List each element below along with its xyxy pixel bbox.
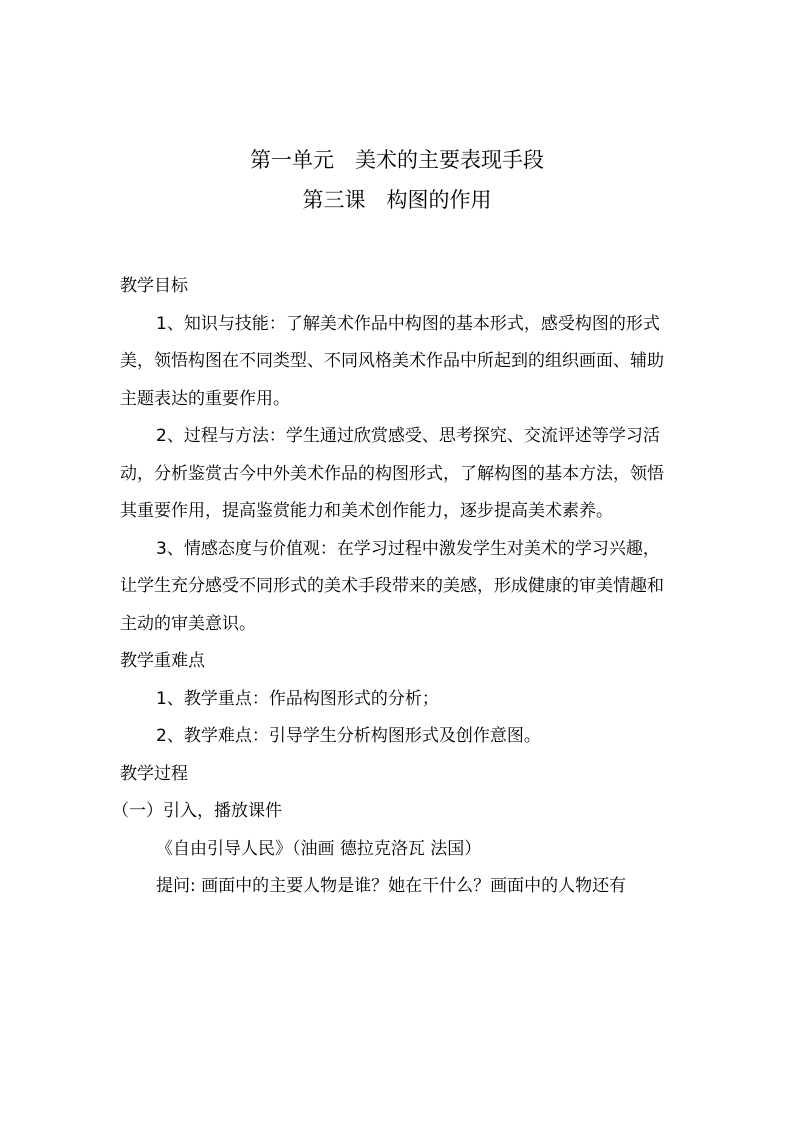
objective-paragraph-2: 2、过程与方法：学生通过欣赏感受、思考探究、交流评述等学习活动，分析鉴赏古今中外美术作品的构图形式，了解构图的基本方法，领悟其重要作用，提高鉴赏能力和美术创作能力，逐步提高美术素养。 [120,426,664,521]
question-line: 提问: 画面中的主要人物是谁？她在干什么？画面中的人物还有 [156,876,627,896]
document-title-lesson: 第三课 构图的作用 [302,188,492,212]
objective-paragraph-1: 1、知识与技能：了解美术作品中构图的基本形式，感受构图的形式美，领悟构图在不同类型、不同风格美术作品中所起到的组织画面、辅助主题表达的重要作用。 [120,313,664,409]
process-step-1: （一）引入，播放课件 [112,801,282,821]
section-heading-key-points: 教学重难点 [120,651,205,671]
section-heading-process: 教学过程 [120,763,188,784]
key-point-2: 2、教学难点：引导学生分析构图形式及创作意图。 [156,726,541,746]
key-point-1: 1、教学重点：作品构图形式的分析； [156,688,439,709]
section-heading-objectives: 教学目标 [120,276,188,296]
document-title-unit: 第一单元 美术的主要表现手段 [250,148,544,172]
artwork-reference: 《自由引导人民》（油画 德拉克洛瓦 法国） [156,838,482,859]
document-body [112,268,676,906]
objective-paragraph-3: 3、情感态度与价值观：在学习过程中激发学生对美术的学习兴趣，让学生充分感受不同形式的美术手段带来的美感，形成健康的审美情趣和主动的审美意识。 [120,538,664,634]
